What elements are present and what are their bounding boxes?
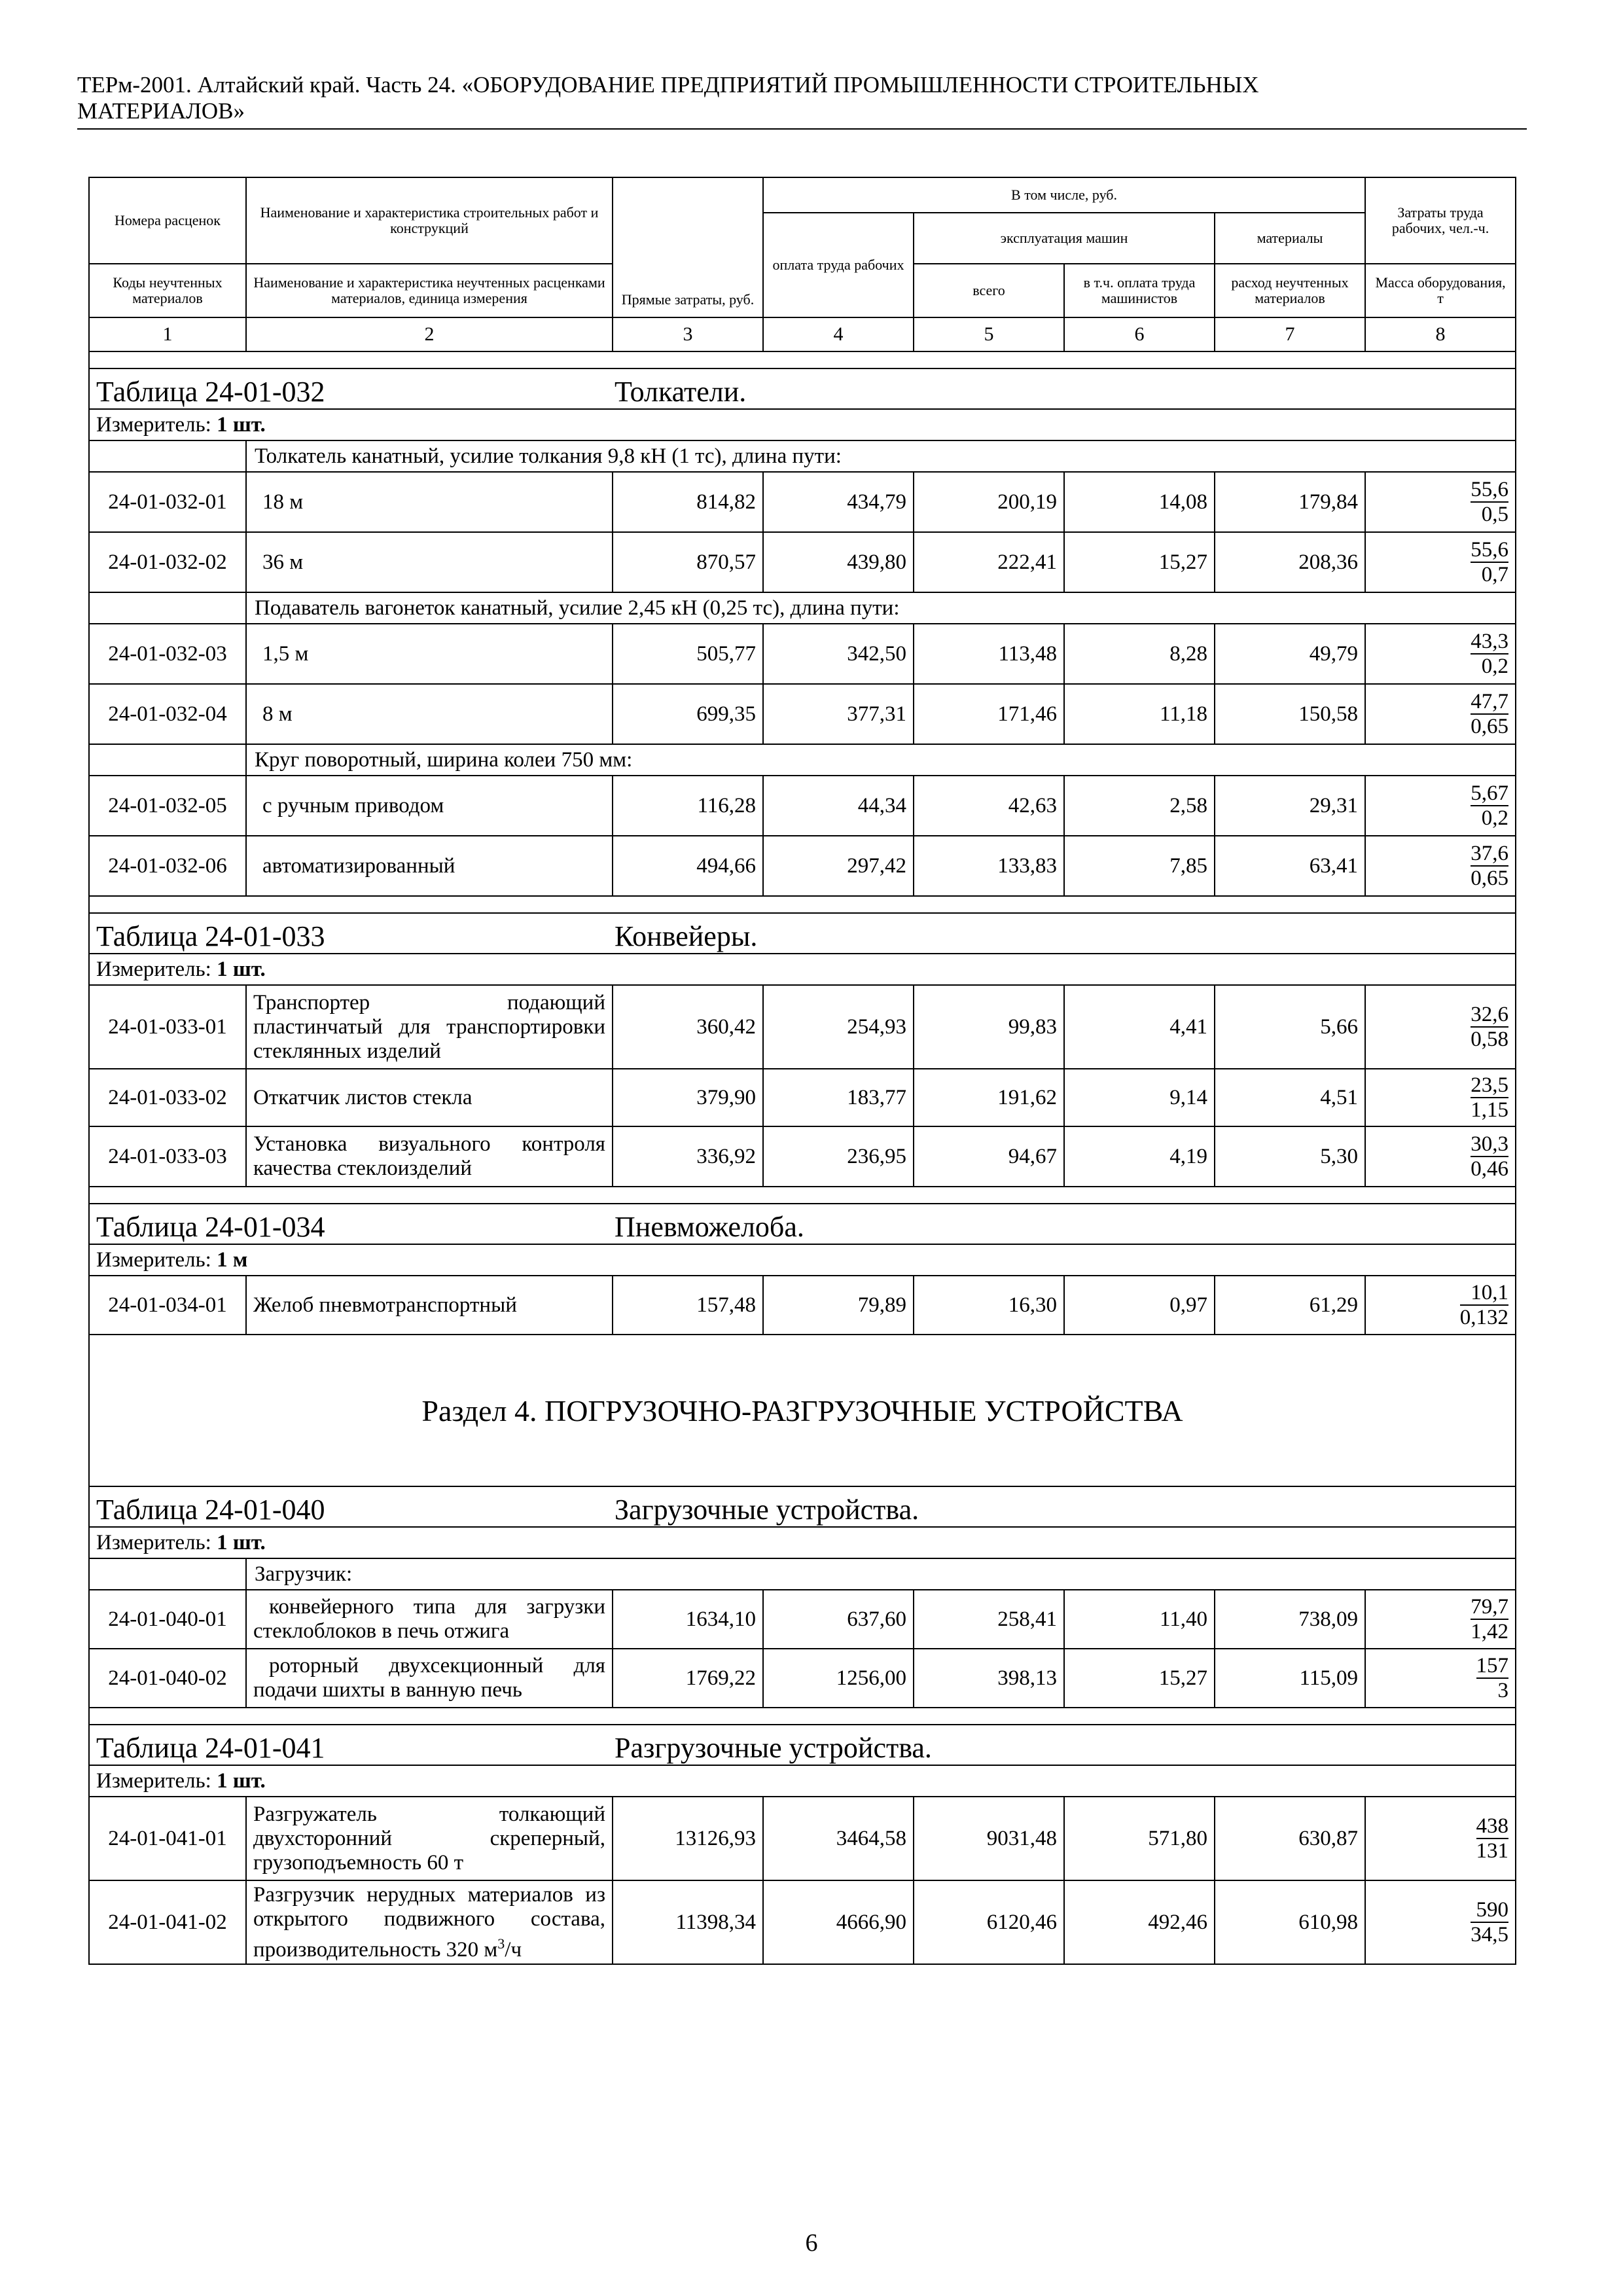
col-number: 2 xyxy=(246,317,613,351)
materials-cost: 115,09 xyxy=(1215,1649,1365,1708)
rate-name: роторный двухсекционный для подачи шихты в ванную печь xyxy=(246,1649,613,1708)
materials-cost: 150,58 xyxy=(1215,684,1365,744)
labor-mass: $\frac{5,67}{0,2}$ xyxy=(1365,776,1516,836)
materials-cost: 208,36 xyxy=(1215,532,1365,592)
labor-wage: 254,93 xyxy=(763,985,914,1069)
col-header-1a: Номера расценок xyxy=(89,177,246,264)
machine-total: 171,46 xyxy=(914,684,1064,744)
rate-name: Транспортер подающий пластинчатый для транспортировки стеклянных изделий xyxy=(246,985,613,1069)
materials-cost: 179,84 xyxy=(1215,472,1365,532)
machinist-wage: 4,41 xyxy=(1064,985,1215,1069)
table-number: Таблица 24-01-032 xyxy=(96,376,325,408)
labor-mass: $\frac{590}{34,5}$ xyxy=(1365,1880,1516,1964)
group-heading: Толкатель канатный, усилие толкания 9,8 кН (1 тс), длина пути: xyxy=(246,440,1516,472)
rate-name: 8 м xyxy=(246,684,613,744)
labor-mass: $\frac{10,1}{0,132}$ xyxy=(1365,1276,1516,1335)
rate-code: 24-01-033-02 xyxy=(89,1069,246,1126)
labor-mass: $\frac{157}{3}$ xyxy=(1365,1649,1516,1708)
materials-cost: 49,79 xyxy=(1215,624,1365,684)
labor-mass: $\frac{43,3}{0,2}$ xyxy=(1365,624,1516,684)
labor-wage: 44,34 xyxy=(763,776,914,836)
labor-mass: $\frac{47,7}{0,65}$ xyxy=(1365,684,1516,744)
direct-cost: 379,90 xyxy=(613,1069,763,1126)
rate-code: 24-01-040-02 xyxy=(89,1649,246,1708)
machine-total: 222,41 xyxy=(914,532,1064,592)
rate-code: 24-01-032-03 xyxy=(89,624,246,684)
table-number: Таблица 24-01-033 xyxy=(96,920,325,952)
col-header-7b: расход неучтенных материалов xyxy=(1215,264,1365,317)
table-title xyxy=(89,1204,1516,1244)
machinist-wage: 492,46 xyxy=(1064,1880,1215,1964)
materials-cost: 5,30 xyxy=(1215,1126,1365,1187)
table-title xyxy=(89,368,1516,409)
machinist-wage: 8,28 xyxy=(1064,624,1215,684)
col-header-2b: Наименование и характеристика неучтенных расценками материалов, единица измерения xyxy=(246,264,613,317)
materials-cost: 61,29 xyxy=(1215,1276,1365,1335)
table-row xyxy=(89,1590,1516,1649)
col-number: 6 xyxy=(1064,317,1215,351)
group-heading: Подаватель вагонеток канатный, усилие 2,45 кН (0,25 тс), длина пути: xyxy=(246,592,1516,624)
materials-cost: 4,51 xyxy=(1215,1069,1365,1126)
machine-total: 398,13 xyxy=(914,1649,1064,1708)
price-table xyxy=(88,177,1516,1965)
direct-cost: 157,48 xyxy=(613,1276,763,1335)
rate-code: 24-01-032-06 xyxy=(89,836,246,896)
rate-code: 24-01-041-02 xyxy=(89,1880,246,1964)
machine-total: 113,48 xyxy=(914,624,1064,684)
col-header-2a: Наименование и характеристика строительных работ и конструкций xyxy=(246,177,613,264)
machinist-wage: 15,27 xyxy=(1064,1649,1215,1708)
table-number: Таблица 24-01-034 xyxy=(96,1211,325,1243)
col-header-8b: Масса оборудования, т xyxy=(1365,264,1516,317)
rate-name: Установка визуального контроля качества стеклоизделий xyxy=(246,1126,613,1187)
rate-code: 24-01-041-01 xyxy=(89,1797,246,1880)
measure-unit: Измеритель: 1 шт. xyxy=(89,954,1516,985)
direct-cost: 699,35 xyxy=(613,684,763,744)
page-number: 6 xyxy=(805,2229,818,2257)
rate-name: автоматизированный xyxy=(246,836,613,896)
machine-total: 6120,46 xyxy=(914,1880,1064,1964)
machinist-wage: 14,08 xyxy=(1064,472,1215,532)
labor-wage: 236,95 xyxy=(763,1126,914,1187)
materials-cost: 5,66 xyxy=(1215,985,1365,1069)
group-heading: Загрузчик: xyxy=(246,1558,1516,1590)
labor-mass: $\frac{30,3}{0,46}$ xyxy=(1365,1126,1516,1187)
labor-mass: $\frac{438}{131}$ xyxy=(1365,1797,1516,1880)
machine-total: 94,67 xyxy=(914,1126,1064,1187)
rate-code: 24-01-033-03 xyxy=(89,1126,246,1187)
rate-code: 24-01-034-01 xyxy=(89,1276,246,1335)
table-name: Загрузочные устройства. xyxy=(615,1494,919,1526)
rate-name: Откатчик листов стекла xyxy=(246,1069,613,1126)
direct-cost: 1634,10 xyxy=(613,1590,763,1649)
col-header-3: Прямые затраты, руб. xyxy=(613,177,763,317)
rate-code: 24-01-032-02 xyxy=(89,532,246,592)
direct-cost: 814,82 xyxy=(613,472,763,532)
labor-mass: $\frac{32,6}{0,58}$ xyxy=(1365,985,1516,1069)
machinist-wage: 9,14 xyxy=(1064,1069,1215,1126)
table-row xyxy=(89,472,1516,532)
labor-wage: 4666,90 xyxy=(763,1880,914,1964)
machinist-wage: 571,80 xyxy=(1064,1797,1215,1880)
machine-total: 258,41 xyxy=(914,1590,1064,1649)
direct-cost: 116,28 xyxy=(613,776,763,836)
machinist-wage: 11,18 xyxy=(1064,684,1215,744)
measure-unit: Измеритель: 1 м xyxy=(89,1244,1516,1276)
labor-wage: 183,77 xyxy=(763,1069,914,1126)
col-number: 1 xyxy=(89,317,246,351)
table-row xyxy=(89,985,1516,1069)
table-row xyxy=(89,1649,1516,1708)
rate-code: 24-01-032-05 xyxy=(89,776,246,836)
col-header-5: всего xyxy=(914,264,1064,317)
machinist-wage: 11,40 xyxy=(1064,1590,1215,1649)
rate-code: 24-01-032-04 xyxy=(89,684,246,744)
machinist-wage: 2,58 xyxy=(1064,776,1215,836)
labor-mass: $\frac{23,5}{1,15}$ xyxy=(1365,1069,1516,1126)
labor-wage: 3464,58 xyxy=(763,1797,914,1880)
labor-wage: 79,89 xyxy=(763,1276,914,1335)
table-row xyxy=(89,776,1516,836)
materials-cost: 630,87 xyxy=(1215,1797,1365,1880)
table-title xyxy=(89,913,1516,954)
table-row xyxy=(89,1069,1516,1126)
labor-wage: 1256,00 xyxy=(763,1649,914,1708)
rate-name: 1,5 м xyxy=(246,624,613,684)
table-name: Конвейеры. xyxy=(615,920,758,952)
col-header-incl: В том числе, руб. xyxy=(763,177,1365,213)
table-row xyxy=(89,684,1516,744)
col-header-6: в т.ч. оплата труда машинистов xyxy=(1064,264,1215,317)
measure-unit: Измеритель: 1 шт. xyxy=(89,409,1516,440)
direct-cost: 494,66 xyxy=(613,836,763,896)
labor-wage: 434,79 xyxy=(763,472,914,532)
machine-total: 133,83 xyxy=(914,836,1064,896)
col-number: 5 xyxy=(914,317,1064,351)
machinist-wage: 15,27 xyxy=(1064,532,1215,592)
labor-mass: $\frac{55,6}{0,7}$ xyxy=(1365,532,1516,592)
table-row xyxy=(89,1880,1516,1964)
rate-code: 24-01-032-01 xyxy=(89,472,246,532)
page-header xyxy=(77,72,1527,130)
table-row xyxy=(89,1276,1516,1335)
table-row xyxy=(89,1797,1516,1880)
materials-cost: 610,98 xyxy=(1215,1880,1365,1964)
section-title: Раздел 4. ПОГРУЗОЧНО-РАЗГРУЗОЧНЫЕ УСТРОЙСТВА xyxy=(89,1335,1516,1486)
machine-total: 9031,48 xyxy=(914,1797,1064,1880)
col-header-4: оплата труда рабочих xyxy=(763,213,914,317)
machinist-wage: 7,85 xyxy=(1064,836,1215,896)
labor-wage: 637,60 xyxy=(763,1590,914,1649)
col-header-8a: Затраты труда рабочих, чел.-ч. xyxy=(1365,177,1516,264)
header-line-2: МАТЕРИАЛОВ» xyxy=(77,98,245,124)
header-line-1: ТЕРм-2001. Алтайский край. Часть 24. «ОБОРУДОВАНИЕ ПРЕДПРИЯТИЙ ПРОМЫШЛЕННОСТИ СТРОИТЕЛЬНЫХ xyxy=(77,72,1259,98)
labor-mass: $\frac{55,6}{0,5}$ xyxy=(1365,472,1516,532)
col-number: 4 xyxy=(763,317,914,351)
materials-cost: 29,31 xyxy=(1215,776,1365,836)
machinist-wage: 4,19 xyxy=(1064,1126,1215,1187)
table-title xyxy=(89,1486,1516,1527)
col-number: 3 xyxy=(613,317,763,351)
table-title xyxy=(89,1725,1516,1765)
labor-mass: $\frac{37,6}{0,65}$ xyxy=(1365,836,1516,896)
labor-wage: 377,31 xyxy=(763,684,914,744)
rate-name: Разгружатель толкающий двухсторонний скреперный, грузоподъемность 60 т xyxy=(246,1797,613,1880)
machine-total: 16,30 xyxy=(914,1276,1064,1335)
labor-wage: 439,80 xyxy=(763,532,914,592)
machine-total: 200,19 xyxy=(914,472,1064,532)
col-header-exploit: эксплуатация машин xyxy=(914,213,1215,264)
col-header-7a: материалы xyxy=(1215,213,1365,264)
table-name: Разгрузочные устройства. xyxy=(615,1732,932,1764)
rate-code: 24-01-040-01 xyxy=(89,1590,246,1649)
col-header-1b: Коды неучтенных материалов xyxy=(89,264,246,317)
direct-cost: 1769,22 xyxy=(613,1649,763,1708)
machine-total: 99,83 xyxy=(914,985,1064,1069)
measure-unit: Измеритель: 1 шт. xyxy=(89,1527,1516,1558)
col-number: 7 xyxy=(1215,317,1365,351)
col-number: 8 xyxy=(1365,317,1516,351)
materials-cost: 63,41 xyxy=(1215,836,1365,896)
rate-name: Желоб пневмотранспортный xyxy=(246,1276,613,1335)
rate-name: 36 м xyxy=(246,532,613,592)
labor-wage: 342,50 xyxy=(763,624,914,684)
machine-total: 42,63 xyxy=(914,776,1064,836)
direct-cost: 870,57 xyxy=(613,532,763,592)
table-row xyxy=(89,532,1516,592)
materials-cost: 738,09 xyxy=(1215,1590,1365,1649)
direct-cost: 11398,34 xyxy=(613,1880,763,1964)
table-row xyxy=(89,1126,1516,1187)
direct-cost: 505,77 xyxy=(613,624,763,684)
rate-name: Разгрузчик нерудных материалов из открытого подвижного состава, производительность 320 $м^3/ч$ xyxy=(246,1880,613,1964)
table-name: Пневможелоба. xyxy=(615,1211,804,1243)
table-row xyxy=(89,624,1516,684)
rate-name: с ручным приводом xyxy=(246,776,613,836)
measure-unit: Измеритель: 1 шт. xyxy=(89,1765,1516,1797)
table-name: Толкатели. xyxy=(615,376,747,408)
direct-cost: 336,92 xyxy=(613,1126,763,1187)
labor-mass: $\frac{79,7}{1,42}$ xyxy=(1365,1590,1516,1649)
rate-name: конвейерного типа для загрузки стеклоблоков в печь отжига xyxy=(246,1590,613,1649)
labor-wage: 297,42 xyxy=(763,836,914,896)
table-number: Таблица 24-01-040 xyxy=(96,1494,325,1526)
rate-code: 24-01-033-01 xyxy=(89,985,246,1069)
table-number: Таблица 24-01-041 xyxy=(96,1732,325,1764)
rate-name: 18 м xyxy=(246,472,613,532)
machinist-wage: 0,97 xyxy=(1064,1276,1215,1335)
machine-total: 191,62 xyxy=(914,1069,1064,1126)
group-heading: Круг поворотный, ширина колеи 750 мм: xyxy=(246,744,1516,776)
direct-cost: 13126,93 xyxy=(613,1797,763,1880)
table-row xyxy=(89,836,1516,896)
direct-cost: 360,42 xyxy=(613,985,763,1069)
